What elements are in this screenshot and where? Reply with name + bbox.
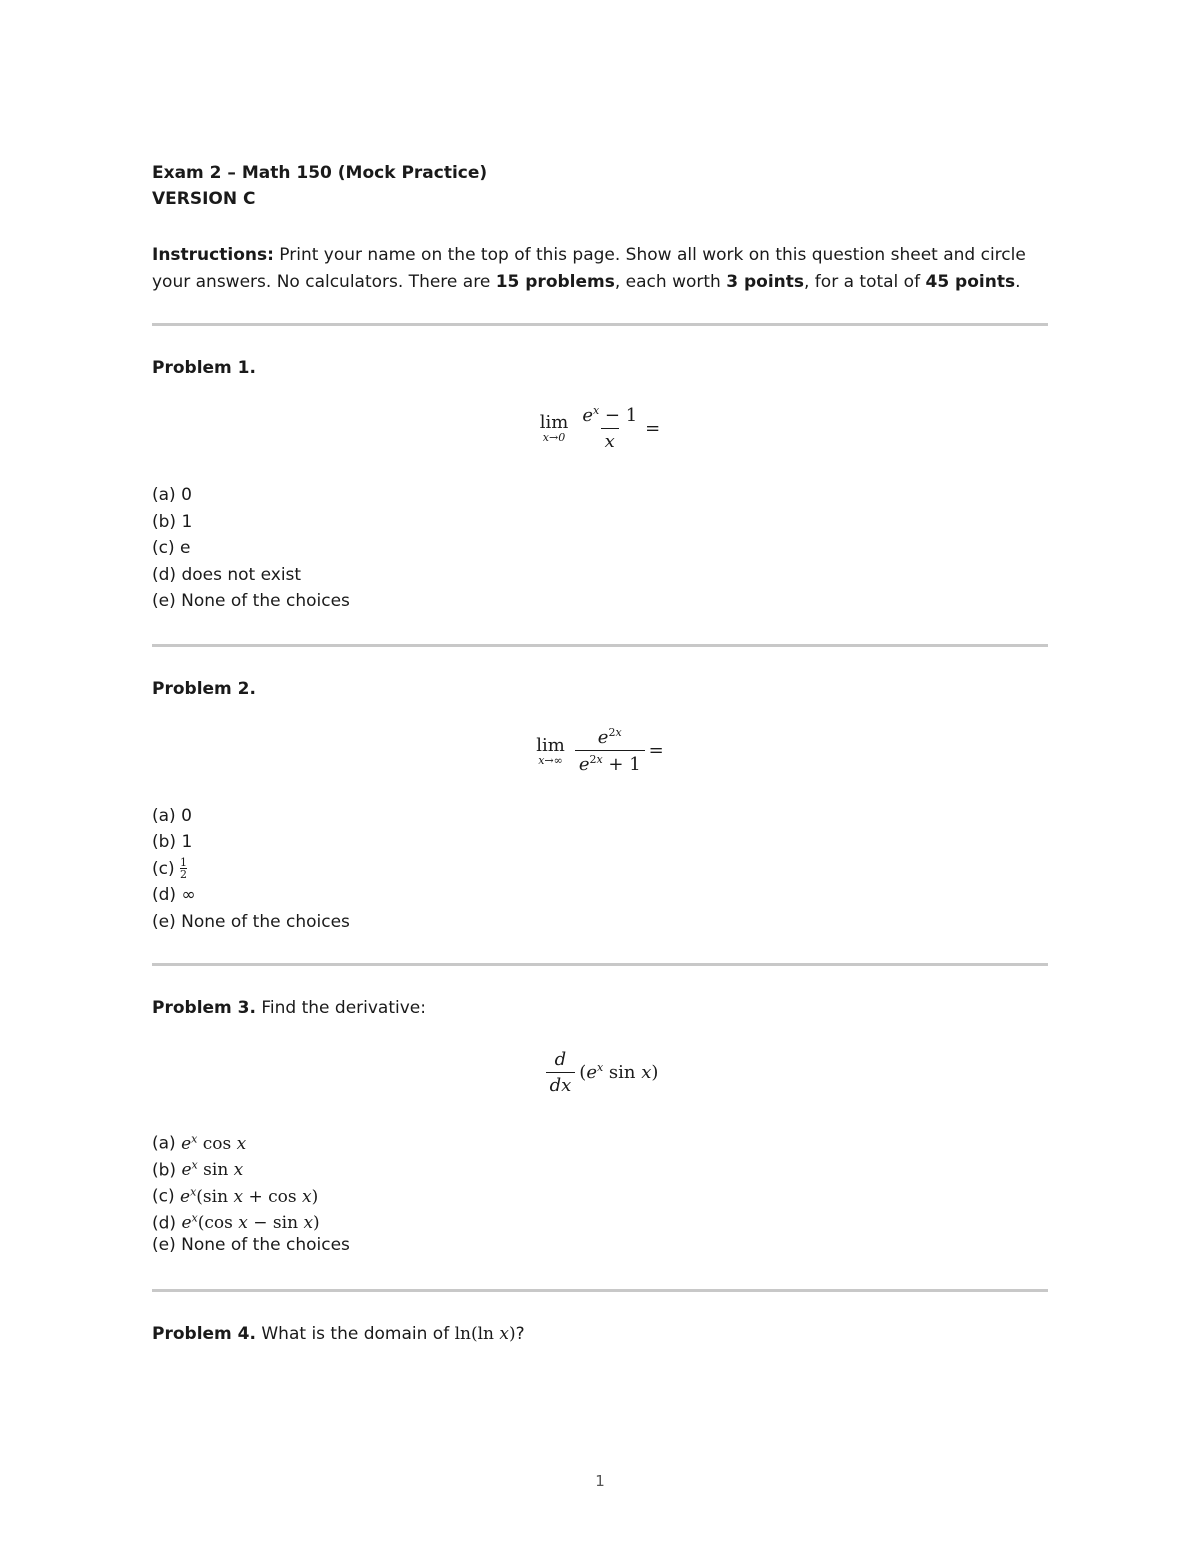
choice-a: (a) 0	[152, 485, 192, 505]
problem-4	[152, 1324, 1048, 1346]
choice-c: (c) $\frac{1}{2}$	[152, 856, 188, 881]
choice-e: (e) None of the choices	[152, 1235, 350, 1255]
divider	[152, 644, 1048, 647]
choice-b: (b) 1	[152, 511, 193, 532]
divider	[152, 963, 1048, 966]
problem-3-prompt: Problem 3. Find the derivative:	[152, 998, 426, 1018]
choice-b: (b) $e^x$ sin x	[152, 1158, 244, 1181]
problem-3-formula: $\frac{d}{dx}$ ($e^x$ sin x)	[152, 1042, 1048, 1102]
choice-c: (c) e	[152, 538, 191, 558]
choice-a: (a) 0	[152, 805, 192, 826]
problem-2-formula: lim x→∞ $\frac{e^{2x}}{e^{2x} + 1}$ =	[536, 726, 664, 775]
instructions-label: Instructions:	[152, 245, 274, 265]
problem-1-formula: lim x→0 $\frac{e^x - 1}{x}$ =	[539, 404, 661, 452]
exam-title: Exam 2 – Math 150 (Mock Practice)	[152, 163, 488, 183]
problem-label: Problem 4.	[152, 1323, 256, 1344]
choice-d: (d) does not exist	[152, 564, 302, 585]
exam-page	[152, 160, 1048, 1346]
problem-label: Problem 1.	[152, 358, 256, 378]
choice-e: (e) None of the choices	[152, 591, 350, 611]
choice-d: (d) ∞	[152, 885, 196, 905]
choice-a: (a) $e^x$ cos x	[152, 1132, 247, 1154]
problem-4-prompt: Problem 4. What is the domain of ln(ln x)?	[152, 1323, 525, 1344]
problem-label: Problem 2.	[152, 678, 256, 699]
choice-c: (c) $e^x(\sin$ x + cos x)	[152, 1185, 319, 1207]
page-number: 1	[595, 1472, 605, 1490]
problem-3	[152, 998, 1048, 1259]
problem-label: Problem 3.	[152, 998, 256, 1018]
problem-2	[152, 679, 1048, 936]
divider	[152, 1289, 1048, 1292]
divider	[152, 323, 1048, 326]
problem-1	[152, 358, 1048, 615]
exam-version: VERSION C	[152, 189, 256, 209]
choice-d: (d) $e^x(\cos$ x − sin x)	[152, 1211, 320, 1234]
choice-b: (b) 1	[152, 832, 193, 852]
choice-e: (e) None of the choices	[152, 911, 350, 932]
instructions: Instructions: Print your name on the top of this page. Show all work on this question sheet and circle your answers. No calculators. There are 15 problems, each worth 3 points, for a total of 45 points.	[152, 245, 1026, 292]
